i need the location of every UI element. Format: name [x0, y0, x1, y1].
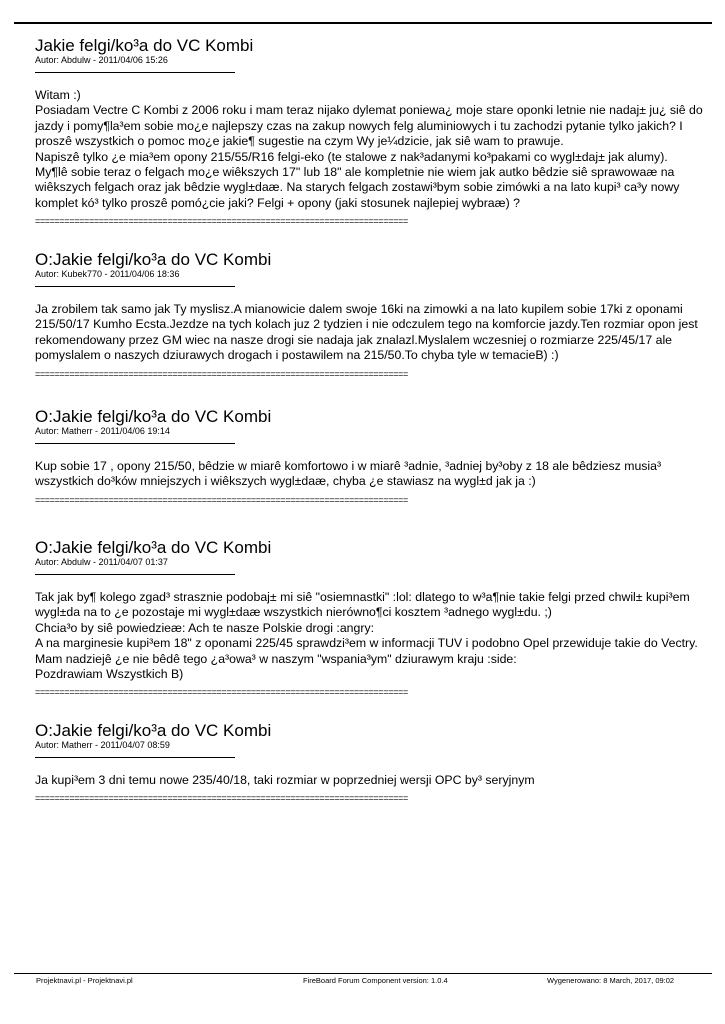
post-author-date: Autor: Kubek770 - 2011/04/06 18:36 — [35, 269, 180, 279]
post — [35, 722, 710, 803]
post-separator: ============================================================================ — [35, 368, 408, 379]
post — [35, 408, 710, 505]
footer-site: Projektnavi.pl - Projektnavi.pl — [36, 976, 133, 985]
footer-rule — [14, 973, 712, 974]
top-rule — [14, 22, 712, 24]
post-author-date: Autor: Matherr - 2011/04/07 08:59 — [35, 740, 170, 750]
post-body: Tak jak by¶ kolego zgad³ strasznie podobaj± mi siê "osiemnastki" :lol: dlatego to w³a¶nie takie felgi przed chwil± kupi³em wygl±da na to ¿e pozostaje mi wygl±daæ wszystkich nierówno¶ci kosztem ³adnego wygl±du. ;) Chcia³o by siê powiedzieæ: Ach te nasze Polskie drogi :angry: A na marginesie kupi³em 18" z oponami 225/45 sprawdzi³em w informacji TUV i podobno Opel przewiduje takie do Vectry. Mam nadziejê ¿e nie bêdê tego ¿a³owa³ w naszym "wspania³ym" dziurawym kraju :side: Pozdrawiam Wszystkich B) — [35, 590, 698, 682]
post-title: Jakie felgi/ko³a do VC Kombi — [35, 36, 254, 55]
post-title: O:Jakie felgi/ko³a do VC Kombi — [35, 250, 272, 269]
post-separator: ============================================================================ — [35, 494, 408, 505]
post — [35, 251, 710, 379]
post — [35, 37, 710, 226]
meta-rule — [35, 72, 235, 73]
meta-rule — [35, 443, 235, 444]
meta-rule — [35, 574, 235, 575]
post-separator: ============================================================================ — [35, 793, 408, 804]
post-body: Kup sobie 17 , opony 215/50, bêdzie w miarê komfortowo i w miarê ³adnie, ³adniej by³oby z 18 ale bêdziesz musia³ wszystkich do³ków mniejszych i wiêkszych wygl±daæ, chyba ¿e stawiasz na wygl±d jak ja :) — [35, 459, 662, 489]
meta-rule — [35, 286, 235, 287]
post-title: O:Jakie felgi/ko³a do VC Kombi — [35, 721, 272, 740]
post-title: O:Jakie felgi/ko³a do VC Kombi — [35, 538, 272, 557]
footer-version: FireBoard Forum Component version: 1.0.4 — [303, 976, 448, 985]
post-body: Ja zrobilem tak samo jak Ty myslisz.A mianowicie dalem swoje 16ki na zimowki a na lato kupilem sobie 17ki z oponami 215/50/17 Kumho Ecsta.Jezdze na tych kolach juz 2 tydzien i nie odczulem tego na komforcie jazdy.Ten rozmiar opon jest rekomendowany przez GM wiec na nasze drogi sie nadaja jak znalazl.Myslalem wczesniej o rozmiarze 225/45/17 ale pomyslalem o naszych dziurawych drogach i postawilem na 215/50.To chyba tyle w temacieB) :) — [35, 302, 698, 363]
post-title: O:Jakie felgi/ko³a do VC Kombi — [35, 407, 272, 426]
post-author-date: Autor: Abdulw - 2011/04/06 15:26 — [35, 55, 168, 65]
post-body: Ja kupi³em 3 dni temu nowe 235/40/18, taki rozmiar w poprzedniej wersji OPC by³ seryjnym — [35, 773, 535, 787]
post-author-date: Autor: Matherr - 2011/04/06 19:14 — [35, 426, 170, 436]
meta-rule — [35, 757, 235, 758]
post-separator: ============================================================================ — [35, 687, 408, 698]
post — [35, 539, 710, 697]
post-author-date: Autor: Abdulw - 2011/04/07 01:37 — [35, 557, 168, 567]
footer-generated: Wygenerowano: 8 March, 2017, 09:02 — [547, 976, 675, 985]
post-separator: ============================================================================ — [35, 216, 408, 227]
post-body: Witam :) Posiadam Vectre C Kombi z 2006 roku i mam teraz nijako dylemat poniewa¿ moje stare oponki letnie nie nadaj± ju¿ siê do jazdy i pomy¶la³em sobie mo¿e najlepszy czas na zakup nowych felg aluminiowych i tu zachodzi pytanie tylko jakich? I proszê wszystkich o pomoc mo¿e jakie¶ sugestie na czym Wy je¼dzicie, jak siê wam to prawuje. Napiszê tylko ¿e mia³em opony 215/55/R16 felgi-eko (te stalowe z nak³adanymi ko³pakami co wygl±daj± jak alumy). My¶lê sobie teraz o felgach mo¿e wiêkszych 17" lub 18" ale kompletnie nie wiem jak autko bêdzie siê sprawowaæ na wiêkszych felgach oraz jak bêdzie wygl±daæ. Na starych felgach zostawi³bym sobie zimówki a na lato kupi³ ca³y nowy komplet kó³ tylko proszê pomó¿cie jaki? Felgi + opony (jaki stosunek najlepiej wybraæ) ? — [35, 88, 703, 210]
